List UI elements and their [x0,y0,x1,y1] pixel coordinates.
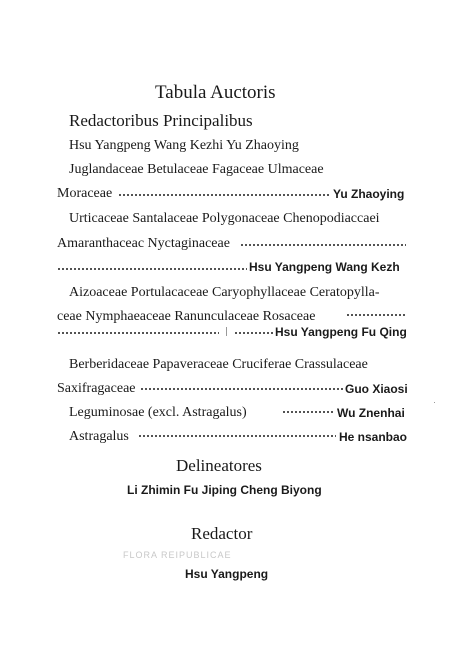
family-line-12: Astragalus [69,429,129,444]
family-line-7: ceae Nymphaeaceae Ranunculaceae Rosaceae [57,309,316,324]
faint-show-through-text: FLORA REIPUBLICAE [123,550,232,560]
print-mark [226,327,227,336]
redactor-names: Hsu Yangpeng [185,567,269,581]
delineatores-names: Li Zhimin Fu Jiping Cheng Biyong [127,483,322,497]
family-line-9: Berberidaceae Papaveraceae Cruciferae Crassulaceae [69,357,368,372]
family-line-6: Aizoaceae Portulacaceae Caryophyllaceae Ceratopylla- [69,285,380,300]
family-line-2: Moraceae [57,186,113,201]
family-line-10: Saxifragaceae [57,381,136,396]
principal-names: Hsu Yangpeng Wang Kezhi Yu Zhaoying [69,138,299,153]
leader-dots [240,244,406,246]
principal-heading: Redactoribus Principalibus [69,111,253,130]
author-line-8: Hsu Yangpeng Fu Qing [275,325,407,339]
leader-dots [282,411,334,413]
leader-dots [138,435,336,437]
author-line-12: He nsanbao [339,430,408,444]
print-mark [434,402,435,403]
delineatores-heading: Delineatores [176,456,262,475]
redactor-heading: Redactor [191,524,253,543]
author-line-2: Yu Zhaoying [333,187,405,201]
leader-dots [118,194,330,196]
author-line-11: Wu Znenhai [337,406,405,420]
author-line-10: Guo Xiaosi [345,382,408,396]
leader-dots [57,332,219,334]
family-line-4: Amaranthaceac Nyctaginaceae [57,236,230,251]
author-line-5: Hsu Yangpeng Wang Kezh [249,260,400,274]
leader-dots [346,314,406,316]
family-line-3: Urticaceae Santalaceae Polygonaceae Chenopodiaccaei [69,211,380,226]
leader-dots [140,388,343,390]
family-line-1: Juglandaceae Betulaceae Fagaceae Ulmaceae [69,162,324,177]
family-line-11: Leguminosae (excl. Astragalus) [69,405,247,420]
leader-dots [57,268,247,270]
page-title: Tabula Auctoris [155,82,276,103]
leader-dots [234,332,274,334]
